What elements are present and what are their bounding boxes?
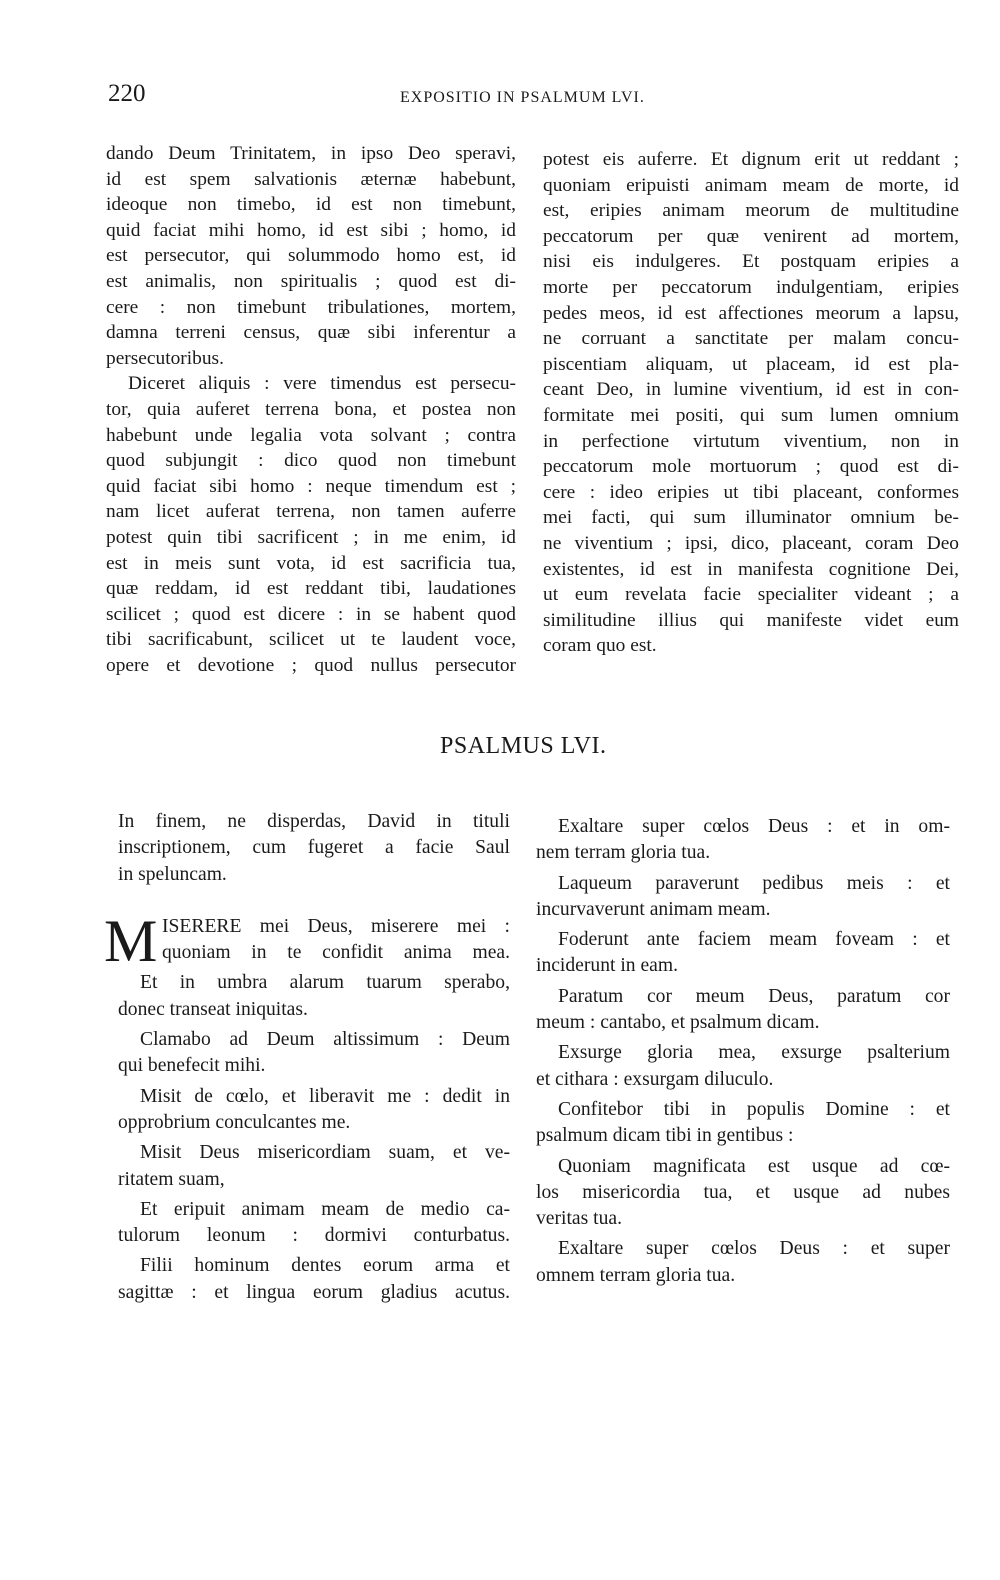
psalm-verse [536,1154,950,1233]
text-line: formitate mei positi, qui sum lumen omnium [543,404,959,426]
text-line: inscriptionem, cum fugeret a facie Saul [118,837,510,859]
text-line: quid faciat sibi homo : neque timendum est ; [106,475,516,497]
text-line: Clamabo ad Deum altissimum : Deum [140,1029,510,1051]
text-line: In finem, ne disperdas, David in tituli [118,811,510,832]
text-line: Misit Deus misericordiam suam, et ve- [140,1142,510,1164]
psalm-verse [118,1197,510,1250]
text-line: sagittæ : et lingua eorum gladius acutus. [118,1281,510,1303]
text-line: Diceret aliquis : vere timendus est persecu- [128,373,516,395]
text-line: ut eum revelata facie specialiter videant ; a [543,584,959,606]
text-line: ceant Deo, in lumine viventium, id est in con- [543,379,959,401]
psalm-verse [536,1040,950,1093]
text-line: ideoque non timebo, id est non timebunt, [106,194,516,216]
text-line: tulorum leonum : dormivi conturbatus. [118,1225,510,1247]
text-line: nam licet auferat terrena, non tamen auferre [106,501,516,523]
psalm-title: PSALMUS LVI. [440,733,607,759]
text-line: Exaltare super cœlos Deus : et in om- [558,816,950,837]
text-line: Foderunt ante faciem meam foveam : et [558,929,950,951]
text-line: quod subjungit : dico quod non timebunt [106,450,516,472]
text-line: opere et devotione ; quod nullus persecutor [106,654,516,676]
text-line: ritatem suam, [118,1168,225,1190]
text-line: scilicet ; quod est dicere : in se habent quod [106,603,516,625]
text-line: Et eripuit animam meam de medio ca- [140,1198,510,1220]
psalm-verse [536,814,950,867]
text-line: est animalis, non spiritualis ; quod est di- [106,270,516,292]
text-line: in speluncam. [118,863,227,885]
text-line: mei facti, qui sum illuminator omnium be- [543,507,959,529]
text-line: inciderunt in eam. [536,955,679,977]
psalm-verse [118,1140,510,1193]
text-line: meum : cantabo, et psalmum dicam. [536,1012,820,1034]
psalm-verse [118,1027,510,1080]
text-line: est in meis sunt vota, id est sacrificia tua, [106,552,516,574]
text-line: incurvaverunt animam meam. [536,898,771,920]
text-line: quoniam eripuisti animam meam de morte, id [543,174,959,196]
text-line: habebunt unde legalia vota solvant ; contra [106,424,516,446]
text-line: veritas tua. [536,1208,622,1230]
text-line: Confitebor tibi in populis Domine : et [558,1098,950,1120]
text-line: Exaltare super cœlos Deus : et super [558,1238,950,1260]
text-line: ne corruant a sanctitate per malam concu- [543,328,959,350]
text-line: tor, quia auferet terrena bona, et postea non [106,398,516,420]
text-line: Et in umbra alarum tuarum sperabo, [140,972,510,994]
psalm-verse [536,1097,950,1150]
text-line: peccatorum per quæ venirent ad mortem, [543,225,959,247]
text-line: similitudine illius qui manifeste videt eum [543,609,959,631]
text-line: ISERERE mei Deus, miserere mei : [162,915,510,937]
psalm-left-column [104,809,510,1306]
psalm-verse [118,970,510,1023]
psalm-verse [118,1253,510,1306]
psalm-inscription [118,809,510,888]
psalm-verse [536,871,950,924]
running-title: EXPOSITIO IN PSALMUM LVI. [400,89,645,106]
psalm-verse [536,984,950,1037]
psalm-verse [118,1084,510,1137]
first-verse [104,907,510,974]
text-line: tibi sacrificabunt, scilicet ut te laudent voce, [106,629,516,651]
text-line: pedes meos, id est affectiones meorum a lapsu, [543,302,959,324]
text-line: Quoniam magnificata est usque ad cœ- [558,1155,950,1177]
text-line: damna terreni census, quæ sibi inferentur a [106,322,516,344]
text-line: Filii hominum dentes eorum arma et [140,1255,510,1277]
page-number: 220 [108,80,146,107]
text-line: Misit de cœlo, et liberavit me : dedit in [140,1085,510,1107]
text-line: los misericordia tua, et usque ad nubes [536,1181,950,1203]
text-line: est persecutor, qui solummodo homo est, id [106,245,516,267]
text-line: piscentiam aliquam, ut placeam, id est pla- [543,353,959,375]
text-line: coram quo est. [543,635,657,657]
text-line: cere : ideo eripies ut tibi placeant, conformes [543,481,959,503]
text-line: Exsurge gloria mea, exsurge psalterium [558,1042,950,1064]
text-line: existentes, id est in manifesta cognitione Dei, [543,558,959,580]
text-line: qui benefecit mihi. [118,1055,266,1077]
text-line: morte per peccatorum indulgentiam, eripies [543,276,959,298]
text-line: quoniam in te confidit anima mea. [162,942,510,964]
text-line: Paratum cor meum Deus, paratum cor [558,985,950,1007]
text-line: potest eis auferre. Et dignum erit ut reddant ; [543,149,959,170]
commentary-left-column [106,141,516,678]
text-line: persecutoribus. [106,347,224,369]
psalm-right-column [536,814,950,1289]
text-line: donec transeat iniquitas. [118,998,308,1020]
text-line: in perfectione virtutum viventium, non in [543,430,959,452]
text-line: Laqueum paraverunt pedibus meis : et [558,872,950,894]
text-line: et cithara : exsurgam diluculo. [536,1068,774,1090]
psalm-verse [536,1236,950,1289]
commentary-right-column [543,147,959,659]
text-line: omnem terram gloria tua. [536,1264,736,1286]
text-line: ne viventium ; ipsi, dico, placeant, coram Deo [543,532,959,554]
text-line: quid faciat mihi homo, id est sibi ; homo, id [106,219,516,241]
text-line: id est spem salvationis æternæ habebunt, [106,168,516,190]
text-line: nisi eis indulgeres. Et postquam eripies a [543,251,959,273]
text-line: est, eripies animam meorum de multitudine [543,200,959,222]
text-line: opprobrium conculcantes me. [118,1111,351,1133]
psalm-verse [536,927,950,980]
text-line: quæ reddam, id est reddant tibi, laudationes [106,578,516,600]
drop-cap-letter: M [104,907,158,974]
text-line: psalmum dicam tibi in gentibus : [536,1125,794,1147]
text-line: potest quin tibi sacrificent ; in me enim, id [106,526,516,548]
text-line: nem terram gloria tua. [536,842,711,864]
text-line: dando Deum Trinitatem, in ipso Deo speravi, [106,143,516,164]
text-line: peccatorum mole mortuorum ; quod est di- [543,456,959,478]
text-line: cere : non timebunt tribulationes, mortem, [106,296,516,318]
